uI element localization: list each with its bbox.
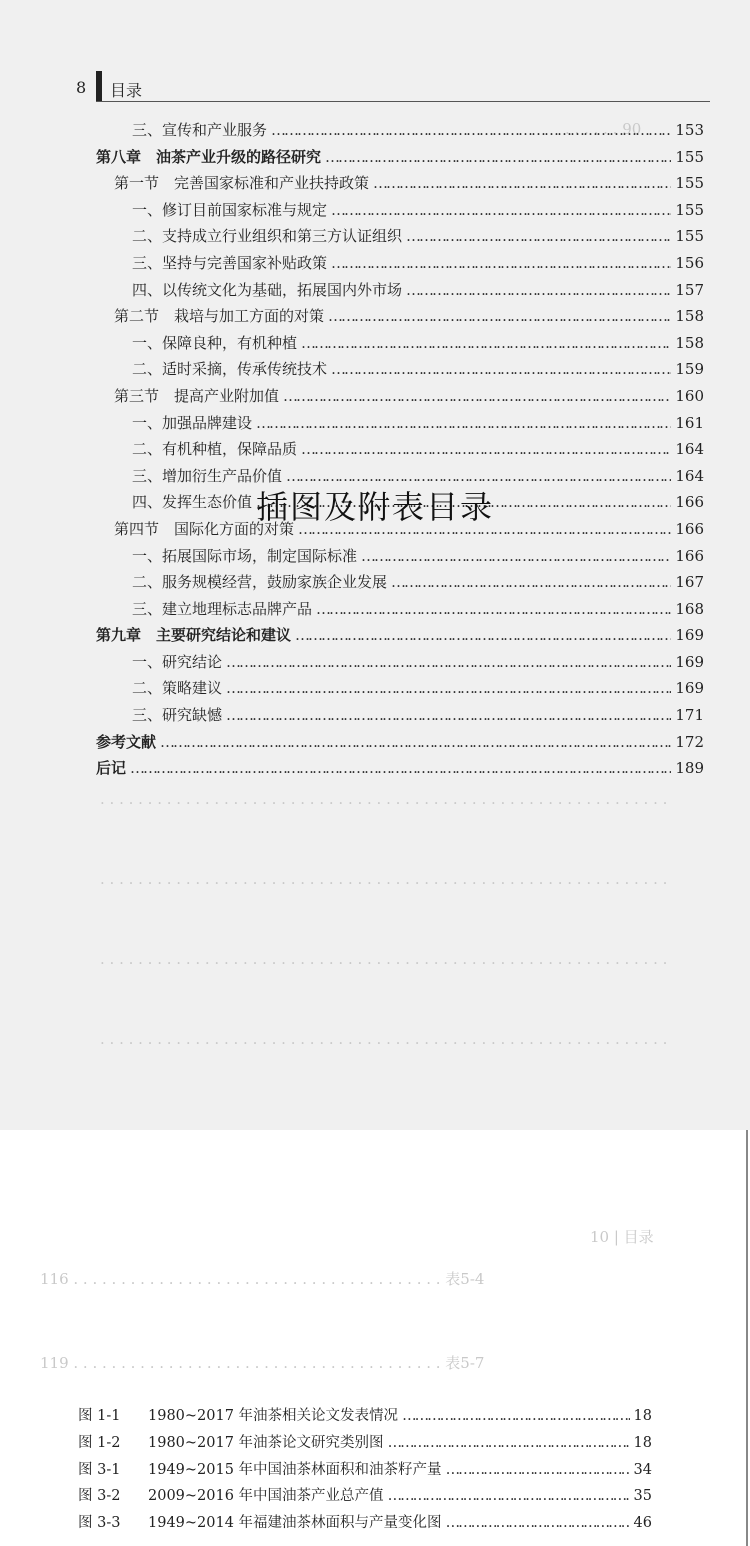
figure-id: 图 3-1 bbox=[78, 1461, 121, 1478]
toc-entry-title: 三、增加衍生产品价值 bbox=[132, 466, 283, 485]
dot-leader bbox=[295, 622, 671, 648]
toc-entry-title: 三、宣传和产业服务 bbox=[132, 121, 268, 139]
toc-entry-page: 153 bbox=[675, 121, 704, 139]
toc-entry-title: 二、适时采摘，传承传统技术 bbox=[132, 360, 328, 379]
bleed-through-text: . . . . . . . . . . . . . . . . . . . . . . . . . . . . . . . . . . . . . . . . . . . . . . . . . . . . . . . . . . . . bbox=[100, 790, 668, 808]
toc-entry bbox=[96, 675, 704, 702]
toc-entry-title: 三、坚持与完善国家补贴政策 bbox=[132, 253, 328, 272]
dot-leader bbox=[388, 1430, 630, 1456]
toc-entry-title: 第二节 栽培与加工方面的对策 bbox=[114, 307, 325, 326]
toc-entry-page: 155 bbox=[675, 227, 704, 246]
dot-leader bbox=[160, 729, 671, 755]
figure-entry-text bbox=[78, 1510, 442, 1536]
toc-entry-title: 二、服务规模经营，鼓励家族企业发展 bbox=[132, 573, 388, 592]
toc-entry-page: 167 bbox=[675, 573, 704, 592]
figure-id: 图 1-1 bbox=[78, 1408, 121, 1424]
dot-leader bbox=[226, 649, 671, 675]
toc-entry-title: 第一节 完善国家标准和产业扶持政策 bbox=[114, 174, 370, 193]
toc-entry-title: 后记 bbox=[96, 759, 127, 778]
toc-entry bbox=[96, 117, 704, 144]
dot-leader bbox=[406, 223, 671, 249]
toc-entry bbox=[96, 170, 704, 197]
figure-id: 图 3-3 bbox=[78, 1515, 121, 1532]
figure-entry bbox=[78, 1457, 652, 1484]
toc-entry-page: 164 bbox=[675, 440, 704, 459]
bleed-through-text: 116 . . . . . . . . . . . . . . . . . . . . . . . . . . . . . . . . . . . . . . . 表5-4 bbox=[40, 1270, 485, 1288]
bleed-through-text: . . . . . . . . . . . . . . . . . . . . . . . . . . . . . . . . . . . . . . . . . . . . . . . . . . . . . . . . . . . . bbox=[100, 950, 668, 968]
header-rule bbox=[96, 101, 710, 102]
toc-entry-title: 一、研究结论 bbox=[132, 652, 223, 671]
toc-entry bbox=[96, 410, 704, 437]
figure-entry bbox=[78, 1510, 652, 1537]
page-edge bbox=[746, 1130, 748, 1546]
table-of-contents bbox=[96, 117, 704, 782]
toc-entry-page: 156 bbox=[675, 253, 704, 272]
bleed-through-text: . . . . . . 90 bbox=[565, 120, 642, 138]
figure-page: 46 bbox=[633, 1515, 652, 1532]
toc-entry-title: 四、以传统文化为基础，拓展国内外市场 bbox=[132, 280, 403, 299]
figure-list bbox=[78, 1403, 652, 1537]
toc-entry bbox=[96, 596, 704, 623]
dot-leader bbox=[331, 197, 671, 223]
dot-leader bbox=[316, 596, 671, 622]
figure-title: 1949~2015 年中国油茶林面积和油茶籽产量 bbox=[148, 1461, 442, 1478]
figure-entry-text bbox=[78, 1483, 384, 1509]
toc-entry-title: 第四节 国际化方面的对策 bbox=[114, 519, 295, 538]
figure-entry bbox=[78, 1403, 652, 1430]
figure-page: 18 bbox=[633, 1408, 652, 1424]
toc-entry bbox=[96, 303, 704, 330]
toc-entry-title: 二、有机种植，保障品质 bbox=[132, 440, 298, 459]
toc-entry bbox=[96, 702, 704, 729]
toc-entry-title: 三、建立地理标志品牌产品 bbox=[132, 599, 313, 618]
toc-entry-page: 158 bbox=[675, 307, 704, 326]
toc-entry-title: 第八章 油茶产业升级的路径研究 bbox=[96, 147, 322, 166]
toc-entry-page: 155 bbox=[675, 147, 704, 166]
toc-entry-title: 三、研究缺憾 bbox=[132, 706, 223, 725]
header-bar bbox=[96, 71, 102, 101]
toc-entry bbox=[96, 197, 704, 224]
toc-entry bbox=[96, 330, 704, 357]
bleed-through-text: . . . . . . . . . . . . . . . . . . . . . . . . . . . . . . . . . . . . . . . . . . . . . . . . . . . . . . . . . . . . bbox=[100, 870, 668, 888]
toc-entry-title: 一、修订目前国家标准与规定 bbox=[132, 200, 328, 219]
toc-entry-page: 169 bbox=[675, 626, 704, 645]
figure-entry-text bbox=[78, 1430, 384, 1456]
toc-entry-page: 155 bbox=[675, 200, 704, 219]
toc-entry-title: 四、发挥生态价值 bbox=[132, 493, 253, 512]
dot-leader bbox=[391, 569, 671, 595]
toc-entry bbox=[96, 729, 704, 756]
toc-entry-title: 一、拓展国际市场，制定国际标准 bbox=[132, 546, 358, 565]
figure-title: 1980~2017 年油茶相关论文发表情况 bbox=[148, 1408, 399, 1424]
dot-leader bbox=[130, 755, 671, 781]
running-header-title: 目录 bbox=[110, 81, 143, 100]
toc-entry bbox=[96, 223, 704, 250]
toc-entry-title: 二、支持成立行业组织和第三方认证组织 bbox=[132, 227, 403, 246]
dot-leader bbox=[446, 1457, 630, 1483]
figure-entry-text bbox=[78, 1457, 442, 1483]
section-title: 插图及附表目录 bbox=[255, 488, 494, 526]
bleed-through-text: 10 | 目录 bbox=[590, 1228, 654, 1246]
figure-title: 1980~2017 年油茶论文研究类别图 bbox=[148, 1434, 384, 1451]
toc-entry-page: 158 bbox=[675, 333, 704, 352]
toc-entry-page: 159 bbox=[675, 360, 704, 379]
bleed-through-text: 119 . . . . . . . . . . . . . . . . . . . . . . . . . . . . . . . . . . . . . . . 表5-7 bbox=[40, 1354, 485, 1372]
dot-leader bbox=[301, 330, 671, 356]
toc-entry-page: 164 bbox=[675, 466, 704, 485]
toc-entry-title: 第九章 主要研究结论和建议 bbox=[96, 626, 292, 645]
toc-entry-page: 172 bbox=[675, 732, 704, 751]
toc-entry bbox=[96, 436, 704, 463]
toc-entry bbox=[96, 569, 704, 596]
toc-entry-page: 161 bbox=[675, 413, 704, 432]
toc-entry-page: 171 bbox=[675, 706, 704, 725]
dot-leader bbox=[373, 170, 671, 196]
toc-entry-page: 157 bbox=[675, 280, 704, 299]
dot-leader bbox=[226, 702, 671, 728]
toc-entry bbox=[96, 622, 704, 649]
dot-leader bbox=[226, 675, 671, 701]
toc-entry bbox=[96, 649, 704, 676]
page-number: 8 bbox=[76, 78, 87, 97]
figure-page: 18 bbox=[633, 1434, 652, 1451]
toc-entry-page: 160 bbox=[675, 386, 704, 405]
dot-leader bbox=[402, 1403, 629, 1429]
dot-leader bbox=[406, 277, 671, 303]
figure-id: 图 1-2 bbox=[78, 1434, 121, 1451]
toc-entry bbox=[96, 144, 704, 171]
dot-leader bbox=[446, 1510, 630, 1536]
toc-entry bbox=[96, 543, 704, 570]
dot-leader bbox=[301, 436, 671, 462]
toc-entry bbox=[96, 383, 704, 410]
figure-title: 2009~2016 年中国油茶产业总产值 bbox=[148, 1488, 384, 1505]
figure-entry bbox=[78, 1483, 652, 1510]
toc-entry-page: 155 bbox=[675, 174, 704, 193]
toc-entry bbox=[96, 356, 704, 383]
toc-entry-page: 166 bbox=[675, 546, 704, 565]
toc-entry-title: 参考文献 bbox=[96, 732, 157, 751]
toc-entry bbox=[96, 250, 704, 277]
figure-page: 35 bbox=[633, 1488, 652, 1505]
toc-entry bbox=[96, 277, 704, 304]
dot-leader bbox=[361, 543, 671, 569]
toc-entry bbox=[96, 755, 704, 782]
dot-leader bbox=[271, 117, 671, 143]
dot-leader bbox=[328, 303, 671, 329]
figure-entry-text bbox=[78, 1403, 398, 1429]
toc-entry-page: 166 bbox=[675, 493, 704, 512]
figure-page: 34 bbox=[633, 1461, 652, 1478]
dot-leader bbox=[331, 250, 671, 276]
figure-title: 1949~2014 年福建油茶林面积与产量变化图 bbox=[148, 1515, 442, 1532]
dot-leader bbox=[325, 144, 671, 170]
dot-leader bbox=[331, 356, 671, 382]
figure-entry bbox=[78, 1430, 652, 1457]
toc-entry-page: 169 bbox=[675, 679, 704, 698]
dot-leader bbox=[388, 1483, 630, 1509]
toc-entry-title: 第三节 提高产业附加值 bbox=[114, 386, 280, 405]
toc-entry-title: 一、保障良种，有机种植 bbox=[132, 333, 298, 352]
figure-id: 图 3-2 bbox=[78, 1488, 121, 1505]
bleed-through-text: . . . . . . . . . . . . . . . . . . . . . . . . . . . . . . . . . . . . . . . . . . . . . . . . . . . . . . . . . . . . bbox=[100, 1030, 668, 1048]
toc-entry-title: 二、策略建议 bbox=[132, 679, 223, 698]
dot-leader bbox=[256, 410, 671, 436]
toc-entry-page: 169 bbox=[675, 652, 704, 671]
dot-leader bbox=[283, 383, 671, 409]
toc-entry-title: 一、加强品牌建设 bbox=[132, 413, 253, 432]
toc-entry-page: 166 bbox=[675, 519, 704, 538]
toc-entry-page: 189 bbox=[675, 759, 704, 778]
toc-entry-page: 168 bbox=[675, 599, 704, 618]
